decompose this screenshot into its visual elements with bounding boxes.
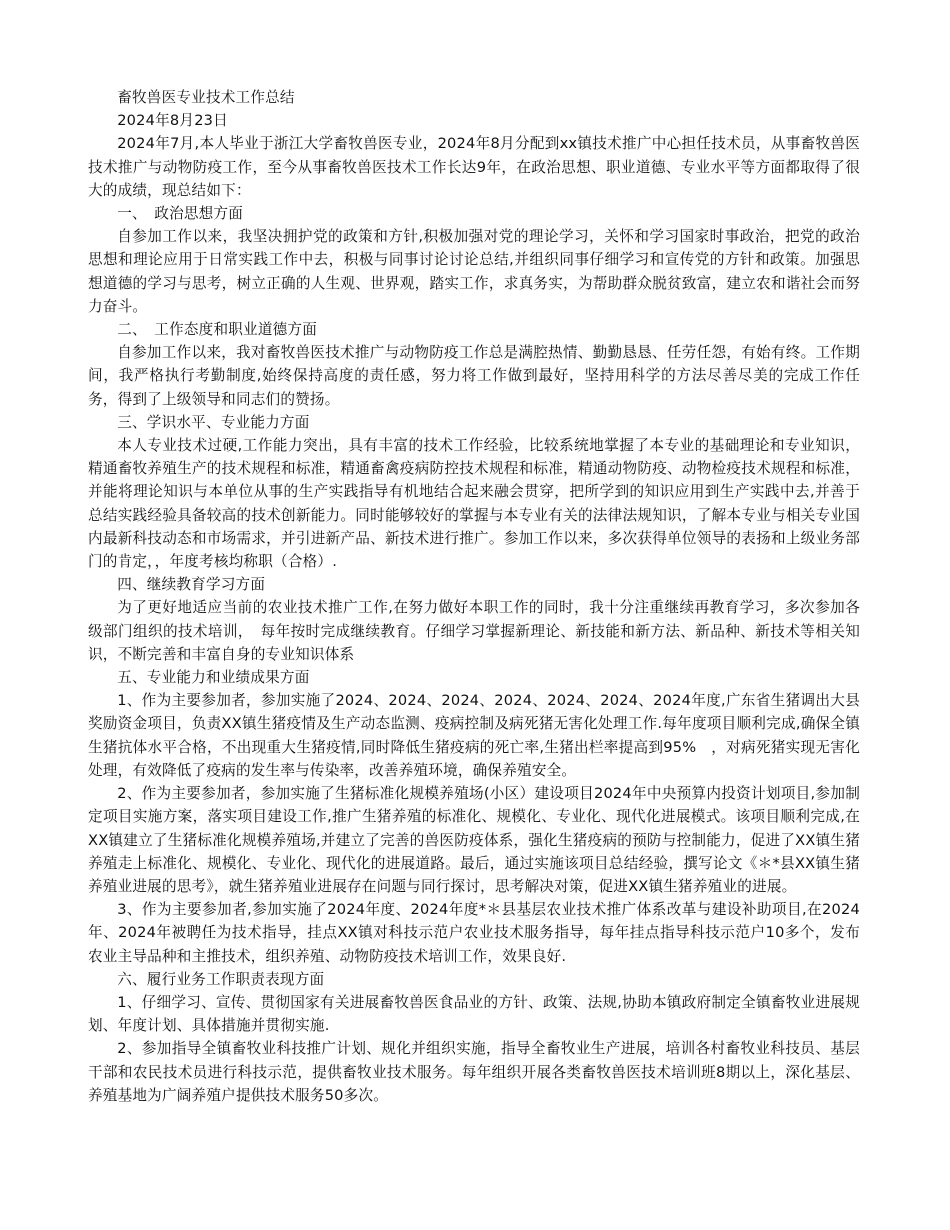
education-paragraph: 为了更好地适应当前的农业技术推广工作,在努力做好本职工作的同时，我十分注重继续再教育学习，多次参加各级部门组织的技术培训， 每年按时完成继续教育。仔细学习掌握新理论、新技能和新方法、新品种、新技术等相关知识，不断完善和丰富自身的专业知识体系 <box>88 599 860 663</box>
document-date: 2024年8月23日 <box>117 112 228 130</box>
section-heading-political: 一、 政治思想方面 <box>117 205 244 223</box>
knowledge-paragraph: 本人专业技术过硬,工作能力突出，具有丰富的技术工作经验，比较系统地掌握了本专业的基础理论和专业知识，精通畜牧养殖生产的技术规程和标准，精通畜禽疫病防控技术规程和标准，精通动物防疫、动物检疫技术规程和标准，并能将理论知识与本单位从事的生产实践指导有机地结合起来融会贯穿，把所学到的知识应用到生产实践中去,并善于总结实践经验具备较高的技术创新能力。同时能够较好的掌握与本专业有关的法律法规知识，了解本专业与相关专业国内最新科技动态和市场需求，并引进新产品、新技术进行推广。参加工作以来，多次获得单位领导的表扬和上级业务部门的肯定，，年度考核均称职（合格）. <box>88 437 860 571</box>
political-paragraph: 自参加工作以来，我坚决拥护党的政策和方针,积极加强对党的理论学习，关怀和学习国家时事政治，把党的政治思想和理论应用于日常实践工作中去，积极与同事讨论讨论总结,并组织同事仔细学习和宣传党的方针和政策。加强思想道德的学习与思考，树立正确的人生观、世界观，踏实工作，求真务实，为帮助群众脱贫致富，建立农和谐社会而努力奋斗。 <box>88 228 860 315</box>
section-heading-knowledge: 三、学识水平、专业能力方面 <box>117 413 310 431</box>
achievement-item-3: 3、作为主要参加者,参加实施了2024年度、2024年度*＊县基层农业技术推广体系改革与建设补助项目,在2024年、2024年被聘任为技术指导，挂点XX镇对科技示范户农业技术服务指导，每年挂点指导科技示范户10多个，发布农业主导品种和主推技术，组织养殖、动物防疫技术培训工作，效果良好. <box>88 901 860 965</box>
achievement-item-2: 2、作为主要参加者，参加实施了生猪标准化规模养殖场(小区）建设项目2024年中央预算内投资计划项目,参加制定项目实施方案，落实项目建设工作,推广生猪养殖的标准化、规模化、专业化、现代化进展模式。该项目顺利完成,在XX镇建立了生猪标准化规模养殖场,并建立了完善的兽医防疫体系，强化生猪疫病的预防与控制能力，促进了XX镇生猪养殖走上标准化、规模化、专业化、现代化的进展道路。最后，通过实施该项目总结经验，撰写论文《＊*县XX镇生猪养殖业进展的思考》，就生猪养殖业进展存在问题与同行探讨，思考解决对策，促进XX镇生猪养殖业的进展。 <box>88 785 860 895</box>
document-title: 畜牧兽医专业技术工作总结 <box>117 89 295 106</box>
duty-item-2: 2、参加指导全镇畜牧业科技推广计划、规化并组织实施，指导全畜牧业生产进展，培训各村畜牧业科技员、基层干部和农民技术员进行科技示范，提供畜牧业技术服务。每年组织开展各类畜牧兽医技术培训班8期以上，深化基层、养殖基地为广阔养殖户提供技术服务50多次。 <box>88 1040 860 1104</box>
section-heading-attitude: 二、 工作态度和职业道德方面 <box>117 321 318 339</box>
section-heading-education: 四、继续教育学习方面 <box>117 576 266 594</box>
document-page <box>88 86 860 1107</box>
intro-paragraph: 2024年7月,本人毕业于浙江大学畜牧兽医专业，2024年8月分配到xx镇技术推广中心担任技术员，从事畜牧兽医技术推广与动物防疫工作，至今从事畜牧兽医技术工作长达9年，在政治思想、职业道德、专业水平等方面都取得了很大的成绩，现总结如下： <box>88 135 860 199</box>
duty-item-1: 1、仔细学习、宣传、贯彻国家有关进展畜牧兽医食品业的方针、政策、法规,协助本镇政府制定全镇畜牧业进展规划、年度计划、具体措施并贯彻实施. <box>88 993 860 1035</box>
attitude-paragraph: 自参加工作以来，我对畜牧兽医技术推广与动物防疫工作总是满腔热情、勤勤恳恳、任劳任怨，有始有终。工作期间，我严格执行考勤制度,始终保持高度的责任感，努力将工作做到最好，坚持用科学的方法尽善尽美的完成工作任务，得到了上级领导和同志们的赞扬。 <box>88 344 860 408</box>
section-heading-achievements: 五、专业能力和业绩成果方面 <box>117 669 310 687</box>
section-heading-duties: 六、履行业务工作职责表现方面 <box>117 970 325 988</box>
achievement-item-1: 1、作为主要参加者，参加实施了2024、2024、2024、2024、2024、2024、2024年度,广东省生猪调出大县奖励资金项目，负责XX镇生猪疫情及生产动态监测、疫病控制及病死猪无害化处理工作.每年度项目顺利完成,确保全镇生猪抗体水平合格，不出现重大生猪疫情,同时降低生猪疫病的死亡率,生猪出栏率提高到95% ，对病死猪实现无害化处理，有效降低了疫病的发生率与传染率，改善养殖环境，确保养殖安全。 <box>88 692 860 779</box>
